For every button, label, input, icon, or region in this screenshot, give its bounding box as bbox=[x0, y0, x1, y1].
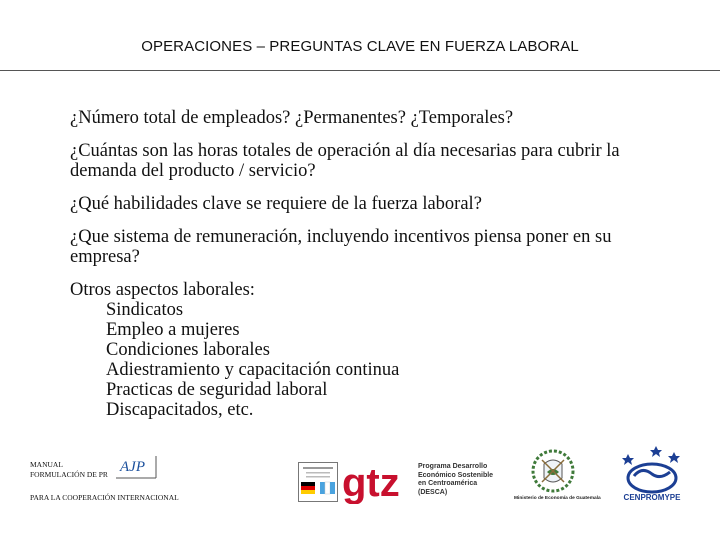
desca-line-2: Económico Sostenible bbox=[418, 471, 494, 479]
slide-title: OPERACIONES – PREGUNTAS CLAVE EN FUERZA LABORAL bbox=[141, 38, 579, 55]
german-cooperation-badge bbox=[298, 462, 338, 502]
gtz-logo-text: gtz bbox=[342, 461, 400, 504]
footer-manual-line2: FORMULACIÓN DE PR bbox=[30, 470, 108, 479]
cenpromype-text: CENPROMYPE bbox=[623, 493, 681, 502]
list-item: Discapacitados, etc. bbox=[106, 400, 254, 420]
desca-logo bbox=[418, 463, 493, 497]
cenpromype-logo bbox=[616, 444, 688, 506]
title-divider bbox=[0, 70, 720, 71]
ajp-logo bbox=[116, 454, 158, 480]
desca-line-4: (DESCA) bbox=[418, 488, 448, 496]
footer-manual-line1: MANUAL bbox=[30, 460, 63, 469]
star-icon bbox=[622, 454, 634, 465]
list-item: Practicas de seguridad laboral bbox=[106, 380, 328, 400]
question-key-skills: ¿Qué habilidades clave se requiere de la fuerza laboral? bbox=[70, 194, 482, 214]
gtz-logo bbox=[342, 458, 408, 504]
ajp-logo-text: AJP bbox=[120, 459, 145, 475]
other-aspects-heading: Otros aspectos laborales: bbox=[70, 280, 255, 300]
list-item: Empleo a mujeres bbox=[106, 320, 240, 340]
slide-body bbox=[70, 108, 670, 420]
list-item: Adiestramiento y capacitación continua bbox=[106, 360, 400, 380]
ministerio-label: Ministerio de Economía de Guatemala bbox=[514, 496, 601, 501]
other-aspects-list bbox=[70, 280, 670, 420]
list-item: Sindicatos bbox=[106, 300, 184, 320]
footer-manual bbox=[30, 460, 108, 480]
question-operating-hours: ¿Cuántas son las horas totales de operación al día necesarias para cubrir la demanda del producto / servicio? bbox=[70, 141, 620, 181]
star-icon bbox=[650, 446, 662, 457]
desca-line-3: en Centroamérica bbox=[418, 480, 478, 487]
footer-cooperation: PARA LA COOPERACIÓN INTERNACIONAL bbox=[30, 493, 179, 502]
list-item: Condiciones laborales bbox=[106, 340, 270, 360]
question-employees: ¿Número total de empleados? ¿Permanentes? ¿Temporales? bbox=[70, 108, 514, 128]
ministerio-crest bbox=[530, 448, 576, 494]
star-icon bbox=[668, 452, 680, 463]
desca-line-1: Programa Desarrollo bbox=[418, 463, 488, 470]
question-remuneration: ¿Que sistema de remuneración, incluyendo incentivos piensa poner en su empresa? bbox=[70, 227, 612, 267]
